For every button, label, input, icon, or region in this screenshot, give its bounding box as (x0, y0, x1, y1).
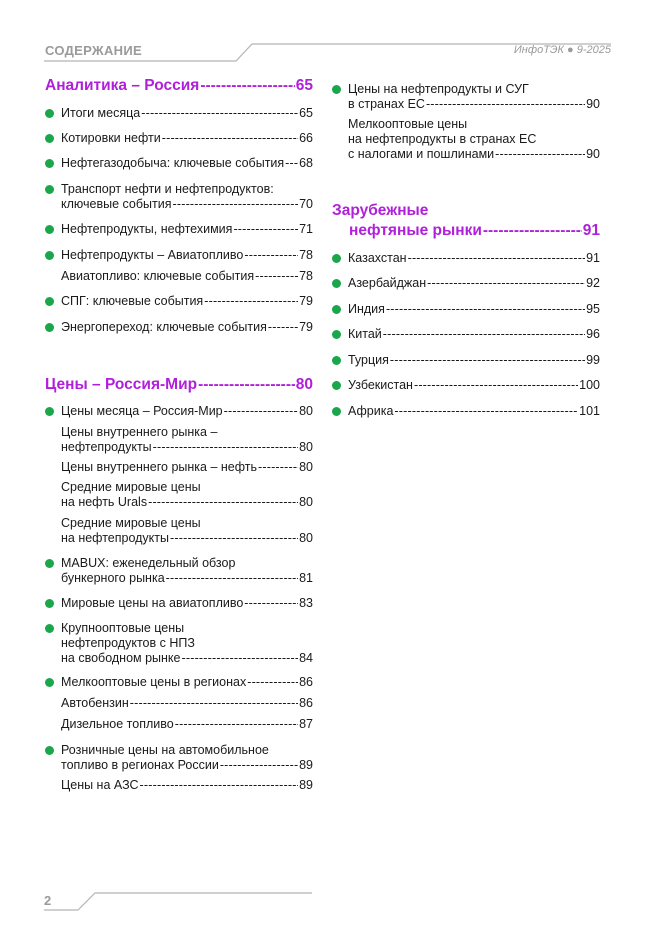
section-title-line1: Зарубежные (332, 202, 429, 219)
bullet-icon (332, 330, 341, 339)
section-title: Цены – Россия-Мир (45, 376, 198, 393)
page-number: 2 (44, 893, 52, 908)
bullet-icon (45, 251, 54, 260)
toc-entry[interactable]: Нефтегазодобыча: ключевые события ----- 68 (61, 156, 313, 171)
toc-subentry[interactable]: Средние мировые цены на нефть Urals ----- 80 (61, 480, 313, 510)
bullet-icon (332, 381, 341, 390)
toc-subentry[interactable]: Авиатопливо: ключевые события ----- 78 (61, 269, 313, 284)
toc-subentry[interactable]: Дизельное топливо ----- 87 (61, 717, 313, 732)
toc-entry[interactable]: Мировые цены на авиатопливо ----- 83 (61, 596, 313, 611)
footer-rule (44, 893, 312, 910)
toc-entry[interactable]: Цены на нефтепродукты и СУГ в странах ЕС ----- 90 (348, 82, 600, 112)
bullet-icon (45, 225, 54, 234)
bullet-icon (45, 559, 54, 568)
toc-entry[interactable]: Индия ----- 95 (348, 302, 600, 317)
bullet-icon (45, 109, 54, 118)
bullet-icon (332, 407, 341, 416)
section-prices-russia-world[interactable] (45, 375, 313, 395)
toc-entry[interactable]: Цены месяца – Россия-Мир ----- 80 (61, 404, 313, 419)
toc-entry[interactable]: Розничные цены на автомобильное топливо в регионах России ----- 89 (61, 743, 313, 773)
toc-subentry[interactable]: Автобензин ----- 86 (61, 696, 313, 711)
toc-subentry[interactable]: Цены внутреннего рынка – нефтепродукты ----- 80 (61, 425, 313, 455)
toc-entry[interactable]: Энергопереход: ключевые события ----- 79 (61, 320, 313, 335)
bullet-icon (45, 678, 54, 687)
section-page: 91 (582, 222, 600, 239)
bullet-icon (332, 85, 341, 94)
bullet-icon (45, 746, 54, 755)
bullet-icon (332, 279, 341, 288)
bullet-icon (45, 185, 54, 194)
toc-subentry[interactable]: Цены на АЗС ----- 89 (61, 778, 313, 793)
toc-entry[interactable]: Котировки нефти ----- 66 (61, 131, 313, 146)
issue-label: ИнфоТЭК ● 9-2025 (513, 44, 611, 56)
bullet-icon (45, 134, 54, 143)
dot-leader (483, 221, 582, 241)
section-title: нефтяные рынки (349, 222, 482, 239)
contents-heading: СОДЕРЖАНИЕ (45, 43, 142, 58)
dot-leader (198, 375, 295, 395)
section-title: Аналитика – Россия (45, 77, 200, 94)
toc-entry[interactable]: Казахстан ----- 91 (348, 251, 600, 266)
toc-entry[interactable]: Азербайджан ----- 92 (348, 276, 600, 291)
toc-entry[interactable]: Нефтепродукты, нефтехимия ----- 71 (61, 222, 313, 237)
bullet-icon (45, 407, 54, 416)
toc-entry[interactable]: MABUX: еженедельный обзор бункерного рынка ----- 81 (61, 556, 313, 586)
bullet-icon (45, 624, 54, 633)
toc-entry[interactable]: СПГ: ключевые события ----- 79 (61, 294, 313, 309)
bullet-icon (45, 323, 54, 332)
bullet-icon (332, 254, 341, 263)
section-foreign-oil-markets[interactable] (332, 201, 600, 241)
bullet-icon (45, 599, 54, 608)
toc-subentry[interactable]: Мелкооптовые цены на нефтепродукты в странах ЕС с налогами и пошлинами ----- 90 (348, 117, 600, 162)
toc-entry[interactable]: Нефтепродукты – Авиатопливо ----- 78 (61, 248, 313, 263)
section-page: 65 (295, 77, 313, 94)
dot-leader (200, 76, 294, 96)
toc-entry[interactable]: Транспорт нефти и нефтепродуктов: ключевые события ----- 70 (61, 182, 313, 212)
toc-subentry[interactable]: Средние мировые цены на нефтепродукты ----- 80 (61, 516, 313, 546)
toc-entry[interactable]: Итоги месяца ----- 65 (61, 106, 313, 121)
bullet-icon (332, 305, 341, 314)
bullet-icon (332, 356, 341, 365)
bullet-icon (45, 159, 54, 168)
bullet-icon (45, 297, 54, 306)
section-analytics-russia[interactable] (45, 76, 313, 96)
section-page: 80 (295, 376, 313, 393)
toc-subentry[interactable]: Цены внутреннего рынка – нефть ----- 80 (61, 460, 313, 475)
toc-entry[interactable]: Крупнооптовые цены нефтепродуктов с НПЗ на свободном рынке ----- 84 (61, 621, 313, 666)
toc-entry[interactable]: Китай ----- 96 (348, 327, 600, 342)
toc-entry[interactable]: Турция ----- 99 (348, 353, 600, 368)
toc-entry[interactable]: Узбекистан ----- 100 (348, 378, 600, 393)
toc-entry[interactable]: Мелкооптовые цены в регионах ----- 86 (61, 675, 313, 690)
toc-entry[interactable]: Африка ----- 101 (348, 404, 600, 419)
